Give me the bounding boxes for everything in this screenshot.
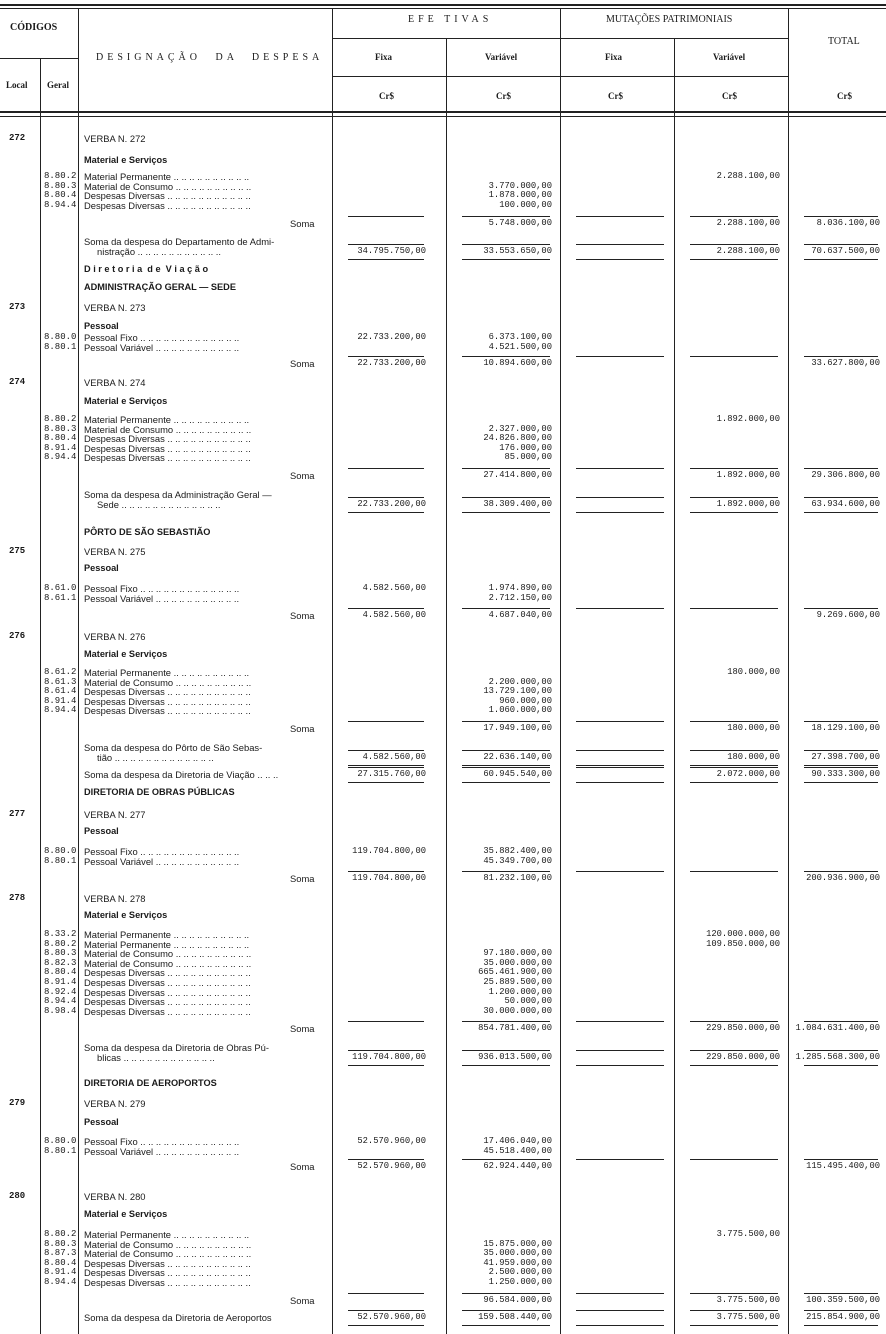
- soma-label: Soma: [290, 723, 315, 734]
- sum-rule: [462, 1050, 550, 1051]
- amount-mv: 2.288.100,00: [716, 246, 780, 256]
- amount-ev: 2.200.000,00 13.729.100,00 960.000,00 1.060.000,00: [483, 676, 552, 716]
- amount-mv: 2.288.100,00: [716, 218, 780, 228]
- section-heading: ADMINISTRAÇÃO GERAL — SEDE: [84, 282, 236, 292]
- amount-ev: 33.553.650,00: [483, 246, 552, 256]
- sum-rule: [804, 765, 878, 766]
- expense-lines: Material Permanente .. .. .. .. .. .. .. .. .. .. Material de Consumo .. .. .. .. .. .. .. .. .. .. Despesas Diversas .. .. .. .. .. .. .. .. .. .. .. Despesas Diversas .. .. .. .. .. .. .. .. .. .. .. Despesas Diversas .. .. .. .. .. .. .. .. .. .. ..: [84, 667, 252, 717]
- sum-rule: [690, 750, 778, 751]
- amount-tot: 33.627.800,00: [811, 358, 880, 368]
- amount-ef: 4.582.560,00: [362, 583, 426, 593]
- sum-rule: [348, 356, 424, 357]
- amount-ev: 5.748.000,00: [488, 218, 552, 228]
- sum-rule: [690, 871, 778, 872]
- row-label: VERBA N. 277: [84, 809, 146, 820]
- sum-rule: [348, 871, 424, 872]
- sum-rule: [462, 512, 550, 513]
- sum-rule: [462, 216, 550, 217]
- sum-rule: [462, 871, 550, 872]
- sum-rule: [348, 1159, 424, 1160]
- sum-rule: [462, 356, 550, 357]
- expense-lines: Material Permanente .. .. .. .. .. .. .. .. .. .. Material de Consumo .. .. .. .. .. .. .. .. .. .. Despesas Diversas .. .. .. .. .. .. .. .. .. .. .. Despesas Diversas .. .. .. .. .. .. .. .. .. .. ..: [84, 171, 252, 211]
- sum-rule: [804, 721, 878, 722]
- sum-rule: [576, 1065, 664, 1066]
- amount-mv: 1.892.000,00: [716, 499, 780, 509]
- sum-rule: [576, 721, 664, 722]
- header-efetivas: EFE TIVAS: [408, 14, 493, 25]
- sum-rule: [804, 1021, 878, 1022]
- soma-label: Soma: [290, 873, 315, 884]
- header-designacao: DESIGNAÇÃO DA DESPESA: [96, 52, 324, 63]
- amount-tot: 8.036.100,00: [816, 218, 880, 228]
- amount-mv: 229.850.000,00: [706, 1052, 780, 1062]
- amount-ev: 96.584.000,00: [483, 1295, 552, 1305]
- amount-tot: 200.936.900,00: [806, 873, 880, 883]
- amount-tot: 9.269.600,00: [816, 610, 880, 620]
- header-total: TOTAL: [828, 36, 860, 47]
- sum-rule: [690, 1325, 778, 1326]
- amount-tot: 18.129.100,00: [811, 723, 880, 733]
- sum-rule: [348, 1310, 424, 1311]
- row-label: Soma da despesa do Pôrto de São Sebas- tião .. .. .. .. .. .. .. .. .. .. .. .. ..: [84, 742, 263, 763]
- sum-rule: [804, 512, 878, 513]
- amount-mv: 120.000.000,00 109.850.000,00: [706, 929, 780, 949]
- amount-tot: 215.854.900,00: [806, 1312, 880, 1322]
- section-heading: Pessoal: [84, 1117, 119, 1127]
- sum-rule: [348, 244, 424, 245]
- sum-rule: [690, 356, 778, 357]
- geral-codes: 8.80.2 8.80.3 8.80.4 8.91.4 8.94.4: [44, 414, 77, 463]
- sum-rule: [348, 721, 424, 722]
- header-local: Local: [6, 80, 28, 90]
- header-currency-mf: Cr$: [608, 91, 623, 101]
- amount-ef: 22.733.200,00: [357, 499, 426, 509]
- sum-rule: [576, 512, 664, 513]
- sum-rule: [804, 1050, 878, 1051]
- sum-rule: [348, 1325, 424, 1326]
- sum-rule: [804, 1159, 878, 1160]
- header-fixa-mutacoes: Fixa: [605, 52, 622, 62]
- sum-rule: [462, 750, 550, 751]
- sum-rule: [690, 1065, 778, 1066]
- sum-rule: [462, 721, 550, 722]
- row-label: VERBA N. 279: [84, 1098, 146, 1109]
- sum-rule: [576, 1050, 664, 1051]
- amount-mv: 3.775.500,00: [716, 1312, 780, 1322]
- section-heading: Material e Serviços: [84, 396, 168, 406]
- sum-rule: [576, 468, 664, 469]
- section-heading: Pessoal: [84, 321, 119, 331]
- amount-tot: 27.398.700,00: [811, 752, 880, 762]
- sum-rule: [690, 497, 778, 498]
- sum-rule: [462, 782, 550, 783]
- amount-mv: 2.288.100,00: [716, 171, 780, 181]
- sum-rule: [576, 871, 664, 872]
- geral-codes: 8.80.0 8.80.1: [44, 1136, 77, 1156]
- sum-rule: [348, 497, 424, 498]
- sum-rule: [576, 497, 664, 498]
- row-label: VERBA N. 272: [84, 133, 146, 144]
- sum-rule: [576, 356, 664, 357]
- sum-rule: [462, 497, 550, 498]
- sum-rule: [462, 468, 550, 469]
- sum-rule: [690, 1310, 778, 1311]
- sum-rule: [462, 1159, 550, 1160]
- soma-label: Soma: [290, 1023, 315, 1034]
- sum-rule: [690, 512, 778, 513]
- amount-ev: 38.309.400,00: [483, 499, 552, 509]
- amount-mv: 1.892.000,00: [716, 414, 780, 424]
- amount-mv: 180.000,00: [727, 667, 780, 677]
- amount-mv: 180.000,00: [727, 723, 780, 733]
- expense-lines: Pessoal Fixo .. .. .. .. .. .. .. .. .. .. .. .. .. Pessoal Variável .. .. .. .. .. .. .. .. .. .. ..: [84, 332, 240, 353]
- sum-rule: [690, 608, 778, 609]
- amount-mv: 229.850.000,00: [706, 1023, 780, 1033]
- col-rule-tot: [788, 8, 789, 1334]
- amount-ev: 27.414.800,00: [483, 470, 552, 480]
- local-code: 280: [9, 1191, 26, 1201]
- row-label: VERBA N. 280: [84, 1191, 146, 1202]
- sum-rule: [690, 721, 778, 722]
- sum-rule: [348, 1065, 424, 1066]
- sum-rule: [576, 608, 664, 609]
- header-currency-ev: Cr$: [496, 91, 511, 101]
- sum-rule: [576, 1159, 664, 1160]
- header-bottom-rule-thin: [0, 116, 886, 117]
- local-code: 274: [9, 377, 26, 387]
- amount-ev: 97.180.000,00 35.000.000,00 665.461.900,00 25.889.500,00 1.200.000,00 50.000,00 30.000.000,00: [478, 948, 552, 1016]
- amount-mv: 3.775.500,00: [716, 1295, 780, 1305]
- local-code: 275: [9, 546, 26, 556]
- col-rule-mf: [560, 8, 561, 1334]
- amount-ef: 22.733.200,00: [357, 332, 426, 342]
- header-variavel-mutacoes: Variável: [713, 52, 746, 62]
- section-heading: Material e Serviços: [84, 649, 168, 659]
- sum-rule: [804, 244, 878, 245]
- sum-rule: [576, 216, 664, 217]
- amount-ef: 22.733.200,00: [357, 358, 426, 368]
- expense-lines: Material Permanente .. .. .. .. .. .. .. .. .. .. Material de Consumo .. .. .. .. .. .. .. .. .. .. Despesas Diversas .. .. .. .. .. .. .. .. .. .. .. Despesas Diversas .. .. .. .. .. .. .. .. .. .. .. Despesas Diversas .. .. .. .. .. .. .. .. .. .. ..: [84, 414, 252, 464]
- sum-rule: [804, 608, 878, 609]
- top-rule: [0, 4, 886, 6]
- sum-rule: [348, 216, 424, 217]
- col-rule-ef: [332, 8, 333, 1334]
- sum-rule: [804, 767, 878, 768]
- sum-rule: [462, 1065, 550, 1066]
- amount-ef: 4.582.560,00: [362, 752, 426, 762]
- sum-rule: [690, 1050, 778, 1051]
- sum-rule: [348, 608, 424, 609]
- amount-ef: 52.570.960,00: [357, 1161, 426, 1171]
- sum-rule: [462, 259, 550, 260]
- soma-label: Soma: [290, 610, 315, 621]
- row-label: VERBA N. 273: [84, 302, 146, 313]
- header-currency-ef: Cr$: [379, 91, 394, 101]
- amount-tot: 115.495.400,00: [806, 1161, 880, 1171]
- sum-rule: [348, 767, 424, 768]
- header-codigos: CÓDIGOS: [10, 22, 58, 33]
- amount-ef: 52.570.960,00: [357, 1312, 426, 1322]
- row-label: Soma da despesa da Diretoria de Obras Pú- blicas .. .. .. .. .. .. .. .. .. .. .. ..: [84, 1042, 269, 1063]
- sum-rule: [690, 1159, 778, 1160]
- sum-rule: [804, 1293, 878, 1294]
- amount-tot: 1.285.568.300,00: [795, 1052, 880, 1062]
- amount-ef: 52.570.960,00: [357, 1136, 426, 1146]
- amount-ev: 17.406.040,00 45.518.400,00: [483, 1136, 552, 1156]
- sum-rule: [690, 782, 778, 783]
- amount-ev: 15.875.000,00 35.000.000,00 41.959.000,00 2.500.000,00 1.250.000,00: [483, 1238, 552, 1287]
- amount-ev: 81.232.100,00: [483, 873, 552, 883]
- sum-rule: [690, 259, 778, 260]
- col-rule-ev: [446, 38, 447, 1334]
- amount-ev: 60.945.540,00: [483, 769, 552, 779]
- col-rule-geral: [40, 58, 41, 1334]
- sum-rule: [462, 608, 550, 609]
- geral-codes: 8.80.2 8.80.3 8.80.4 8.94.4: [44, 171, 77, 210]
- amount-ev: 1.974.890,00 2.712.150,00: [488, 583, 552, 603]
- geral-codes: 8.80.2 8.80.3 8.87.3 8.80.4 8.91.4 8.94.4: [44, 1229, 77, 1287]
- sum-rule: [804, 782, 878, 783]
- sum-rule: [804, 356, 878, 357]
- sum-rule: [576, 259, 664, 260]
- expense-lines: Pessoal Fixo .. .. .. .. .. .. .. .. .. .. .. .. .. Pessoal Variável .. .. .. .. .. .. .. .. .. .. ..: [84, 1136, 240, 1157]
- sum-rule: [804, 1325, 878, 1326]
- amount-mv: 180.000,00: [727, 752, 780, 762]
- amount-tot: 100.359.500,00: [806, 1295, 880, 1305]
- sum-rule: [576, 1293, 664, 1294]
- amount-ef: 119.704.800,00: [352, 873, 426, 883]
- amount-ev: 3.770.000,00 1.878.000,00 100.000,00: [488, 180, 552, 210]
- sum-rule: [348, 1050, 424, 1051]
- section-heading: Material e Serviços: [84, 1209, 168, 1219]
- top-rule-thin: [0, 8, 886, 9]
- row-label: Soma da despesa do Departamento de Admi- nistração .. .. .. .. .. .. .. .. .. .. ..: [84, 236, 275, 257]
- local-code: 273: [9, 302, 26, 312]
- local-code: 277: [9, 809, 26, 819]
- amount-tot: 63.934.600,00: [811, 499, 880, 509]
- section-heading: DIRETORIA DE AEROPORTOS: [84, 1078, 217, 1088]
- expense-lines: Pessoal Fixo .. .. .. .. .. .. .. .. .. .. .. .. .. Pessoal Variável .. .. .. .. .. .. .. .. .. .. ..: [84, 846, 240, 867]
- section-heading: Pessoal: [84, 563, 119, 573]
- header-bottom-rule: [0, 111, 886, 113]
- amount-ev: 2.327.000,00 24.826.800,00 176.000,00 85.000,00: [483, 423, 552, 463]
- row-label: VERBA N. 278: [84, 893, 146, 904]
- section-heading: D i r e t o r i a d e V i a ç ã o: [84, 264, 209, 274]
- amount-tot: 29.306.800,00: [811, 470, 880, 480]
- local-code: 278: [9, 893, 26, 903]
- sum-rule: [348, 512, 424, 513]
- amount-mv: 2.072.000,00: [716, 769, 780, 779]
- sum-rule: [690, 468, 778, 469]
- header-variavel-efetivas: Variável: [485, 52, 518, 62]
- amount-ef: 119.704.800,00: [352, 846, 426, 856]
- amount-ev: 10.894.600,00: [483, 358, 552, 368]
- geral-codes: 8.61.2 8.61.3 8.61.4 8.91.4 8.94.4: [44, 667, 77, 716]
- header-currency-mv: Cr$: [722, 91, 737, 101]
- sum-rule: [348, 468, 424, 469]
- soma-label: Soma: [290, 1295, 315, 1306]
- local-code: 276: [9, 631, 26, 641]
- section-heading: DIRETORIA DE OBRAS PÚBLICAS: [84, 787, 235, 797]
- amount-ev: 22.636.140,00: [483, 752, 552, 762]
- header-mutacoes: MUTAÇÕES PATRIMONIAIS: [606, 14, 733, 25]
- sum-rule: [462, 1310, 550, 1311]
- sum-rule: [348, 765, 424, 766]
- section-heading: PÔRTO DE SÃO SEBASTIÃO: [84, 527, 211, 537]
- sum-rule: [690, 244, 778, 245]
- amount-ef: 4.582.560,00: [362, 610, 426, 620]
- amount-ev: 936.013.500,00: [478, 1052, 552, 1062]
- amount-ev: 17.949.100,00: [483, 723, 552, 733]
- sum-rule: [348, 1021, 424, 1022]
- geral-codes: 8.33.2 8.80.2 8.80.3 8.82.3 8.80.4 8.91.4 8.92.4 8.94.4 8.98.4: [44, 929, 77, 1016]
- section-heading: Material e Serviços: [84, 910, 168, 920]
- sum-rule: [690, 1021, 778, 1022]
- soma-label: Soma: [290, 218, 315, 229]
- geral-codes: 8.61.0 8.61.1: [44, 583, 77, 603]
- sum-rule: [576, 750, 664, 751]
- geral-codes: 8.80.0 8.80.1: [44, 846, 77, 866]
- amount-ev: 6.373.100,00 4.521.500,00: [488, 332, 552, 352]
- soma-label: Soma: [290, 470, 315, 481]
- sum-rule: [690, 767, 778, 768]
- sum-rule: [576, 244, 664, 245]
- amount-ef: 34.795.750,00: [357, 246, 426, 256]
- row-label: VERBA N. 275: [84, 546, 146, 557]
- sum-rule: [348, 1293, 424, 1294]
- geral-codes: 8.80.0 8.80.1: [44, 332, 77, 352]
- sum-rule: [804, 497, 878, 498]
- local-code: 272: [9, 133, 26, 143]
- header-fixa-efetivas: Fixa: [375, 52, 392, 62]
- sum-rule: [690, 765, 778, 766]
- section-heading: Material e Serviços: [84, 155, 168, 165]
- amount-ev: 159.508.440,00: [478, 1312, 552, 1322]
- row-label: Soma da despesa da Diretoria de Aeroportos: [84, 1312, 272, 1323]
- sum-rule: [576, 1325, 664, 1326]
- sum-rule: [576, 1310, 664, 1311]
- sum-rule: [348, 782, 424, 783]
- sum-rule: [804, 216, 878, 217]
- expense-lines: Material Permanente .. .. .. .. .. .. .. .. .. .. Material de Consumo .. .. .. .. .. .. .. .. .. .. Material de Consumo .. .. .. .. .. .. .. .. .. .. Despesas Diversas .. .. .. .. .. .. .. .. .. .. .. Despesas Diversas .. .. .. .. .. .. .. .. .. .. .. Despesas Diversas .. .. .. .. .. .. .. .. .. .. ..: [84, 1229, 252, 1288]
- sum-rule: [576, 765, 664, 766]
- sum-rule: [804, 750, 878, 751]
- amount-tot: 70.637.500,00: [811, 246, 880, 256]
- expense-lines: Material Permanente .. .. .. .. .. .. .. .. .. .. Material Permanente .. .. .. .. .. .. .. .. .. .. Material de Consumo .. .. .. .. .. .. .. .. .. .. Material de Consumo .. .. .. .. .. .. .. .. .. .. Despesas Diversas .. .. .. .. .. .. .. .. .. .. .. Despesas Diversas .. .. .. .. .. .. .. .. .. .. .. Despesas Diversas .. .. .. .. .. .. .. .. .. .. .. Despesas Diversas .. .. .. .. .. .. .. .. .. .. .. Despesas Diversas .. .. .. .. .. .. .. .. .. .. ..: [84, 929, 252, 1017]
- amount-ev: 4.687.040,00: [488, 610, 552, 620]
- row-label: Soma da despesa da Diretoria de Viação .. .. ..: [84, 769, 279, 780]
- sum-rule: [462, 1021, 550, 1022]
- sum-rule: [462, 767, 550, 768]
- row-label: Soma da despesa da Administração Geral — Sede .. .. .. .. .. .. .. .. .. .. .. .. ..: [84, 489, 272, 510]
- sum-rule: [804, 468, 878, 469]
- sum-rule: [690, 216, 778, 217]
- amount-ev: 35.882.400,00 45.349.700,00: [483, 846, 552, 866]
- amount-ef: 119.704.800,00: [352, 1052, 426, 1062]
- sum-rule: [348, 750, 424, 751]
- sum-rule: [576, 782, 664, 783]
- header-currency-tot: Cr$: [837, 91, 852, 101]
- amount-ef: 27.315.760,00: [357, 769, 426, 779]
- amount-mv: 3.775.500,00: [716, 1229, 780, 1239]
- row-label: VERBA N. 276: [84, 631, 146, 642]
- sum-rule: [804, 1065, 878, 1066]
- sum-rule: [576, 767, 664, 768]
- sum-rule: [690, 1293, 778, 1294]
- sum-rule: [462, 1325, 550, 1326]
- col-rule-desc: [78, 8, 79, 1334]
- col-rule-mv: [674, 38, 675, 1334]
- header-geral: Geral: [47, 80, 69, 90]
- soma-label: Soma: [290, 358, 315, 369]
- sum-rule: [462, 1293, 550, 1294]
- sum-rule: [462, 765, 550, 766]
- local-code: 279: [9, 1098, 26, 1108]
- amount-mv: 1.892.000,00: [716, 470, 780, 480]
- codigos-rule: [0, 58, 78, 59]
- amount-ev: 854.781.400,00: [478, 1023, 552, 1033]
- sum-rule: [804, 259, 878, 260]
- sum-rule: [804, 1310, 878, 1311]
- row-label: VERBA N. 274: [84, 377, 146, 388]
- amount-tot: 90.333.300,00: [811, 769, 880, 779]
- section-heading: Pessoal: [84, 826, 119, 836]
- sum-rule: [576, 1021, 664, 1022]
- soma-label: Soma: [290, 1161, 315, 1172]
- sum-rule: [462, 244, 550, 245]
- expense-lines: Pessoal Fixo .. .. .. .. .. .. .. .. .. .. .. .. .. Pessoal Variável .. .. .. .. .. .. .. .. .. .. ..: [84, 583, 240, 604]
- sum-rule: [348, 259, 424, 260]
- amount-tot: 1.084.631.400,00: [795, 1023, 880, 1033]
- amount-ev: 62.924.440,00: [483, 1161, 552, 1171]
- sum-rule: [804, 871, 878, 872]
